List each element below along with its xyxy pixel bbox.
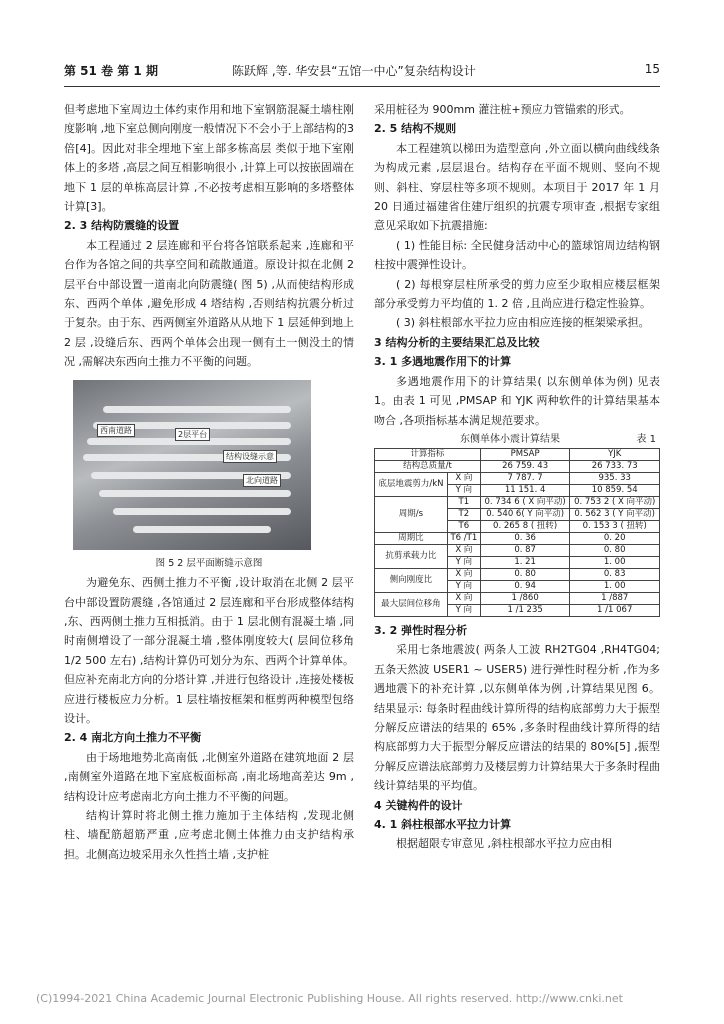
- section-heading-4-1: 4. 1 斜柱根部水平拉力计算: [374, 817, 512, 831]
- paragraph: 本工程通过 2 层连廊和平台将各馆联系起来 ,连廊和平台作为各馆之间的共享空间和疏散通道。原设计拟在北侧 2 层平台中部设置一道南北向防震缝( 图 5) ,从而使结构形成东、西两个单体 ,避免形成 4 塔结构 ,否则结构抗震分析过于复杂。由于东、西两侧室外道路从从地下 1 层延伸到地上 2 层 ,设缝后东、西两个单体会出现一侧有土一侧没土的情况 ,需解决东西向土推力不平衡的问题。: [64, 238, 354, 369]
- table-cell: 结构总质量/t: [375, 460, 481, 472]
- running-header: [64, 62, 660, 84]
- table-cell: 0. 540 6( Y 向平动): [480, 508, 570, 520]
- page-number: 15: [644, 62, 660, 76]
- table-cell: X 向: [447, 592, 480, 604]
- table-cell: YJK: [570, 448, 660, 460]
- table-cell: T1: [447, 496, 480, 508]
- table-cell: 0. 80: [570, 544, 660, 556]
- paragraph: 但考虑地下室周边土体约束作用和地下室钢筋混凝土墙柱刚度影响 ,地下室总侧向刚度一般情况下不会小于上部结构的3 倍[4]。因此对非全埋地下室上部多栋高层 类似于地下室刚体上的多塔 ,高层之间互相影响很小 ,计算上可以按嵌固端在地下 1 层的单栋高层计算 ,不必按考虑相互影响的多塔整体计算[3]。: [64, 103, 354, 214]
- table-cell: 1 /1 067: [570, 604, 660, 616]
- table-cell: 底层地震剪力/kN: [375, 472, 448, 496]
- table-cell: 26 733. 73: [570, 460, 660, 472]
- section-heading-2-3: 2. 3 结构防震缝的设置: [64, 219, 180, 233]
- table-cell: 1. 21: [480, 556, 570, 568]
- table-cell: 抗剪承载力比: [375, 544, 448, 568]
- table-cell: Y 向: [447, 604, 480, 616]
- table-cell: 0. 753 2 ( X 向平动): [570, 496, 660, 508]
- table-cell: 0. 36: [480, 532, 570, 544]
- table-cell: T2: [447, 508, 480, 520]
- table-cell: Y 向: [447, 580, 480, 592]
- section-heading-2-5: 2. 5 结构不规则: [374, 122, 457, 136]
- table-cell: X 向: [447, 568, 480, 580]
- copyright-footer: (C)1994-2021 China Academic Journal Electronic Publishing House. All rights reserved. http://www.cnki.net: [36, 992, 623, 1005]
- section-heading-4: 4 关键构件的设计: [374, 798, 463, 812]
- table-caption: [374, 430, 660, 446]
- table-cell: 7 787. 7: [480, 472, 570, 484]
- table-cell: 0. 83: [570, 568, 660, 580]
- journal-volume: 第 51 卷 第 1 期: [64, 64, 158, 78]
- table-row: [375, 544, 660, 556]
- table-number: 表 1: [636, 433, 656, 445]
- table-cell: 侧向刚度比: [375, 568, 448, 592]
- paragraph: 采用七条地震波( 两条人工波 RH2TG04 ,RH4TG04; 五条天然波 USER1 ~ USER5) 进行弹性时程分析 ,作为多遇地震下的补充计算 ,以东侧单体为例 ,计算结果见图 6。结果显示: 每条时程曲线计算所得的结构底部剪力大于振型分解反应谱法的结果的 65% ,多条时程曲线计算所得的结构底部剪力大于振型分解反应谱法的结果的 80%[5] ,振型分解反应谱法底部剪力及楼层剪力计算结果大于多条时程曲线计算结果的平均值。: [374, 643, 660, 793]
- figure-label: 西南道路: [97, 424, 135, 437]
- paragraph: 多遇地震作用下的计算结果( 以东侧单体为例) 见表 1。由表 1 可见 ,PMSAP 和 YJK 两种软件的计算结果基本吻合 ,各项指标基本满足规范要求。: [374, 374, 660, 427]
- table-cell: T6 /T1: [447, 532, 480, 544]
- table-cell: X 向: [447, 544, 480, 556]
- left-column: [64, 100, 354, 864]
- table-cell: 0. 734 6 ( X 向平动): [480, 496, 570, 508]
- paragraph: 本工程建筑以梯田为造型意向 ,外立面以横向曲线线条为构成元素 ,层层退台。结构存在平面不规则、竖向不规则、斜柱、穿层柱等多项不规则。本项目于 2017 年 1 月 20 日通过福建省住建厅组织的抗震专项审查 ,根据专家组意见采取如下抗震措施:: [374, 141, 660, 233]
- table-cell: PMSAP: [480, 448, 570, 460]
- paragraph: 根据超限专审意见 ,斜柱根部水平拉力应由相: [396, 837, 612, 851]
- article-running-title: 陈跃辉 ,等. 华安县“五馆一中心”复杂结构设计: [232, 64, 476, 78]
- figure-label: 结构设缝示意: [223, 450, 277, 463]
- measure-item: ( 3) 斜柱根部水平拉力应由相应连接的框架梁承担。: [396, 316, 650, 330]
- paragraph: 结构计算时将北侧土推力施加于主体结构 ,发现北侧柱、墙配筋超筋严重 ,应考虑北侧土体推力由支护结构承担。北侧高边坡采用永久性挡土墙 ,支护桩: [64, 808, 354, 861]
- table-cell: Y 向: [447, 556, 480, 568]
- table-cell: 1 /860: [480, 592, 570, 604]
- table-cell: 11 151. 4: [480, 484, 570, 496]
- table-cell: 1 /1 235: [480, 604, 570, 616]
- measure-item: ( 1) 性能目标: 全民健身活动中心的篮球馆周边结构钢柱按中震弹性设计。: [374, 238, 660, 272]
- table-title: 东侧单体小震计算结果: [460, 433, 560, 445]
- table-cell: 935. 33: [570, 472, 660, 484]
- right-column: [374, 100, 660, 854]
- table-cell: 26 759. 43: [480, 460, 570, 472]
- table-cell: T6: [447, 520, 480, 532]
- section-heading-2-4: 2. 4 南北方向土推力不平衡: [64, 731, 202, 745]
- table-cell: 0. 265 8 ( 扭转): [480, 520, 570, 532]
- table-cell: 0. 94: [480, 580, 570, 592]
- table-cell: 周期比: [375, 532, 448, 544]
- results-table: [374, 448, 660, 617]
- table-cell: 最大层间位移角: [375, 592, 448, 616]
- table-row: [375, 568, 660, 580]
- table-cell: 0. 153 3 ( 扭转): [570, 520, 660, 532]
- table-cell: 1. 00: [570, 580, 660, 592]
- table-row: [375, 592, 660, 604]
- table-cell: 0. 80: [480, 568, 570, 580]
- paragraph: 为避免东、西侧土推力不平衡 ,设计取消在北侧 2 层平台中部设置防震缝 ,各馆通过 2 层连廊和平台形成整体结构 ,东、西两侧土推力互相抵消。由于 1 层北侧有混凝土墙 ,同时南侧增设了一部分混凝土墙 ,整体刚度较大( 层间位移角 1/2 500 左右) ,结构计算仍可划分为东、西两个计算单体。但应补充南北方向的分塔计算 ,并进行包络设计 ,连接处楼板应进行楼板应力分析。1 层柱墙按框架和框剪两种模型包络设计。: [64, 576, 354, 725]
- figure-label: 2层平台: [175, 428, 210, 441]
- table-cell: 周期/s: [375, 496, 448, 532]
- figure-5-image: [73, 380, 311, 550]
- section-heading-3-2: 3. 2 弹性时程分析: [374, 623, 468, 637]
- table-cell: 计算指标: [375, 448, 481, 460]
- section-heading-3: 3 结构分析的主要结果汇总及比较: [374, 335, 540, 349]
- paragraph: 由于场地地势北高南低 ,北侧室外道路在建筑地面 2 层 ,南侧室外道路在地下室底板面标高 ,南北场地高差达 9m ,结构设计应考虑南北方向土推力不平衡的问题。: [64, 750, 354, 803]
- figure-caption: 图 5 2 层平面断缝示意图: [155, 557, 263, 569]
- header-rule: [64, 86, 660, 87]
- table-cell: 0. 562 3 ( Y 向平动): [570, 508, 660, 520]
- table-cell: Y 向: [447, 484, 480, 496]
- paragraph: 采用桩径为 900mm 灌注桩+预应力管锚索的形式。: [374, 103, 631, 116]
- table-row: [375, 472, 660, 484]
- table-cell: 10 859. 54: [570, 484, 660, 496]
- table-cell: 1 /887: [570, 592, 660, 604]
- table-row: [375, 532, 660, 544]
- table-row: [375, 448, 660, 460]
- table-cell: X 向: [447, 472, 480, 484]
- section-heading-3-1: 3. 1 多遇地震作用下的计算: [374, 355, 512, 369]
- figure-label: 北向道路: [243, 474, 281, 487]
- table-cell: 0. 87: [480, 544, 570, 556]
- table-cell: 1. 00: [570, 556, 660, 568]
- measure-item: ( 2) 每根穿层柱所承受的剪力应至少取相应楼层框架部分承受剪力平均值的 1. 2 倍 ,且尚应进行稳定性验算。: [374, 277, 660, 311]
- table-row: [375, 460, 660, 472]
- table-row: [375, 496, 660, 508]
- table-cell: 0. 20: [570, 532, 660, 544]
